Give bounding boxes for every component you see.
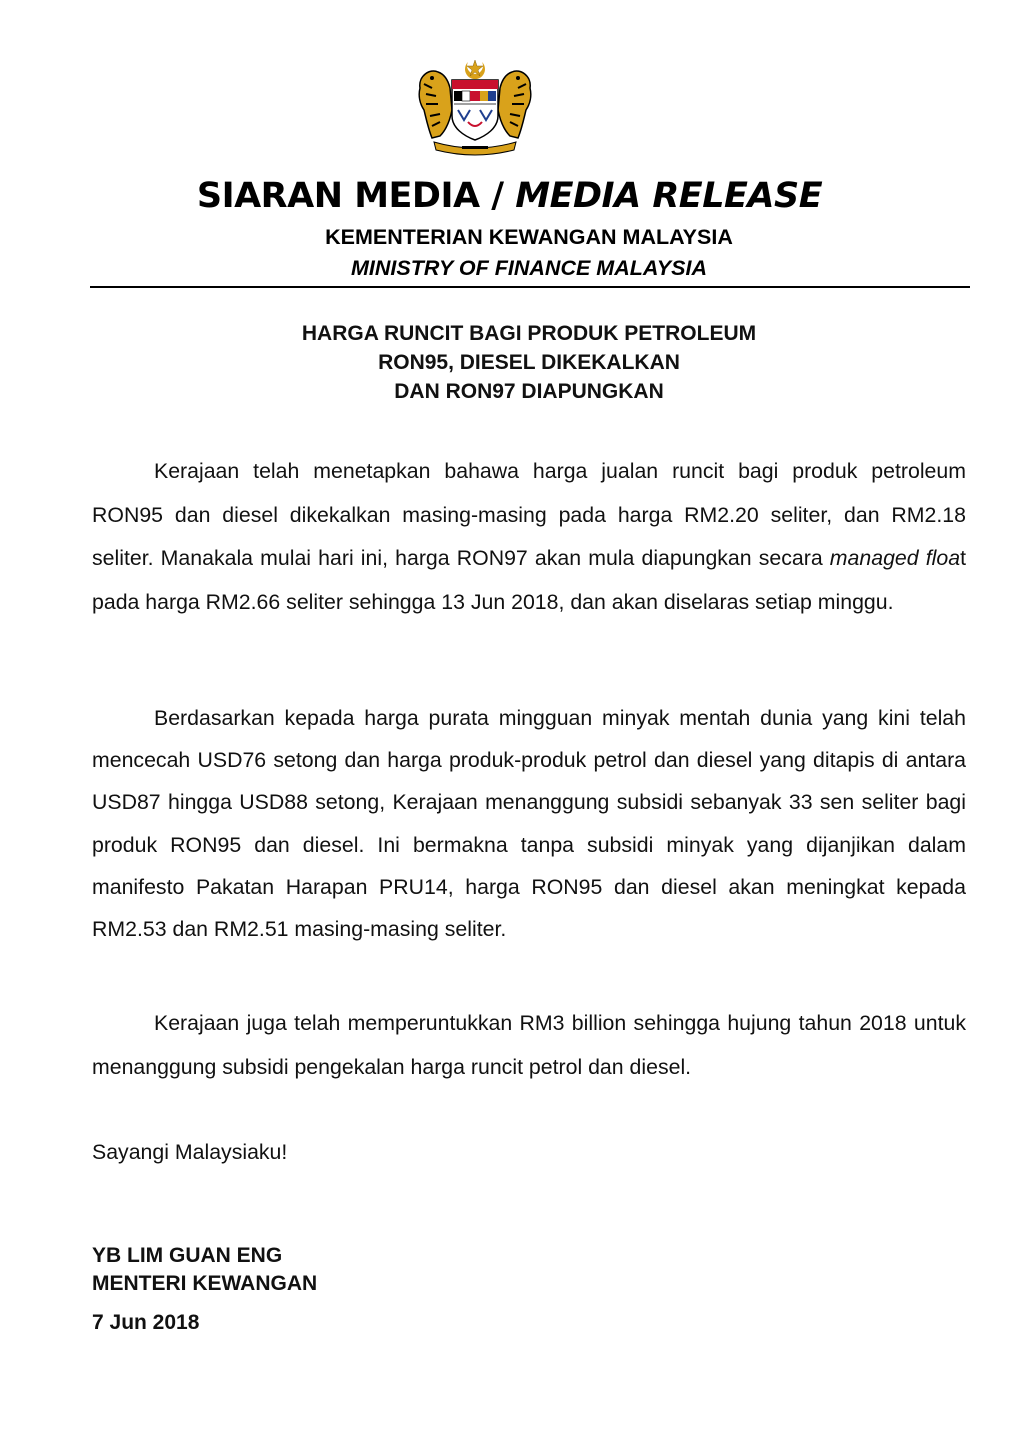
body-paragraph-3 xyxy=(92,1002,966,1089)
press-headline xyxy=(0,319,1019,406)
title-malay: SIARAN MEDIA xyxy=(196,176,480,216)
p3-text: Kerajaan juga telah memperuntukkan RM3 billion sehingga hujung tahun 2018 untuk menanggung subsidi pengekalan harga runcit petrol dan diesel. xyxy=(92,1011,966,1079)
document-title xyxy=(0,176,1019,216)
ministry-name-english: MINISTRY OF FINANCE MALAYSIA xyxy=(351,256,707,280)
title-separator: / xyxy=(491,176,504,216)
p1-text-start: Kerajaan telah menetapkan bahawa harga jualan runcit bagi produk petroleum RON95 dan diesel dikekalkan masing-masing pada harga RM2.20 seliter, dan RM2.18 seliter. Manakala mulai hari ini, harga RON97 akan mula diapungkan secara xyxy=(92,459,966,571)
headline-line-3: DAN RON97 DIAPUNGKAN xyxy=(394,380,664,403)
body-paragraph-1 xyxy=(92,450,966,624)
headline-line-2: RON95, DIESEL DIKEKALKAN xyxy=(378,351,680,374)
p1-text-end: t pada harga RM2.66 seliter sehingga 13 Jun 2018, dan akan diselaras setiap minggu. xyxy=(92,546,966,614)
closing-line: Sayangi Malaysiaku! xyxy=(92,1140,288,1164)
signatory-title: MENTERI KEWANGAN xyxy=(92,1272,318,1295)
release-date: 7 Jun 2018 xyxy=(92,1311,200,1334)
ministry-name-malay: KEMENTERIAN KEWANGAN MALAYSIA xyxy=(325,225,733,249)
coat-of-arms-emblem xyxy=(410,58,540,158)
headline-line-1: HARGA RUNCIT BAGI PRODUK PETROLEUM xyxy=(301,322,757,345)
title-english: MEDIA RELEASE xyxy=(515,176,823,216)
signatory-name: YB LIM GUAN ENG xyxy=(92,1244,283,1267)
p2-text: Berdasarkan kepada harga purata mingguan minyak mentah dunia yang kini telah mencecah USD76 setong dan harga produk-produk petrol dan diesel yang ditapis di antara USD87 hingga USD88 setong, Kerajaan menanggung subsidi sebanyak 33 sen seliter bagi produk RON95 dan diesel. Ini bermakna tanpa subsidi minyak yang dijanjikan dalam manifesto Pakatan Harapan PRU14, harga RON95 dan diesel akan meningkat kepada RM2.53 dan RM2.51 masing-masing seliter. xyxy=(92,706,966,942)
header-divider xyxy=(90,286,970,288)
body-paragraph-2 xyxy=(92,697,966,950)
p1-italic-term: managed floa xyxy=(829,546,961,571)
